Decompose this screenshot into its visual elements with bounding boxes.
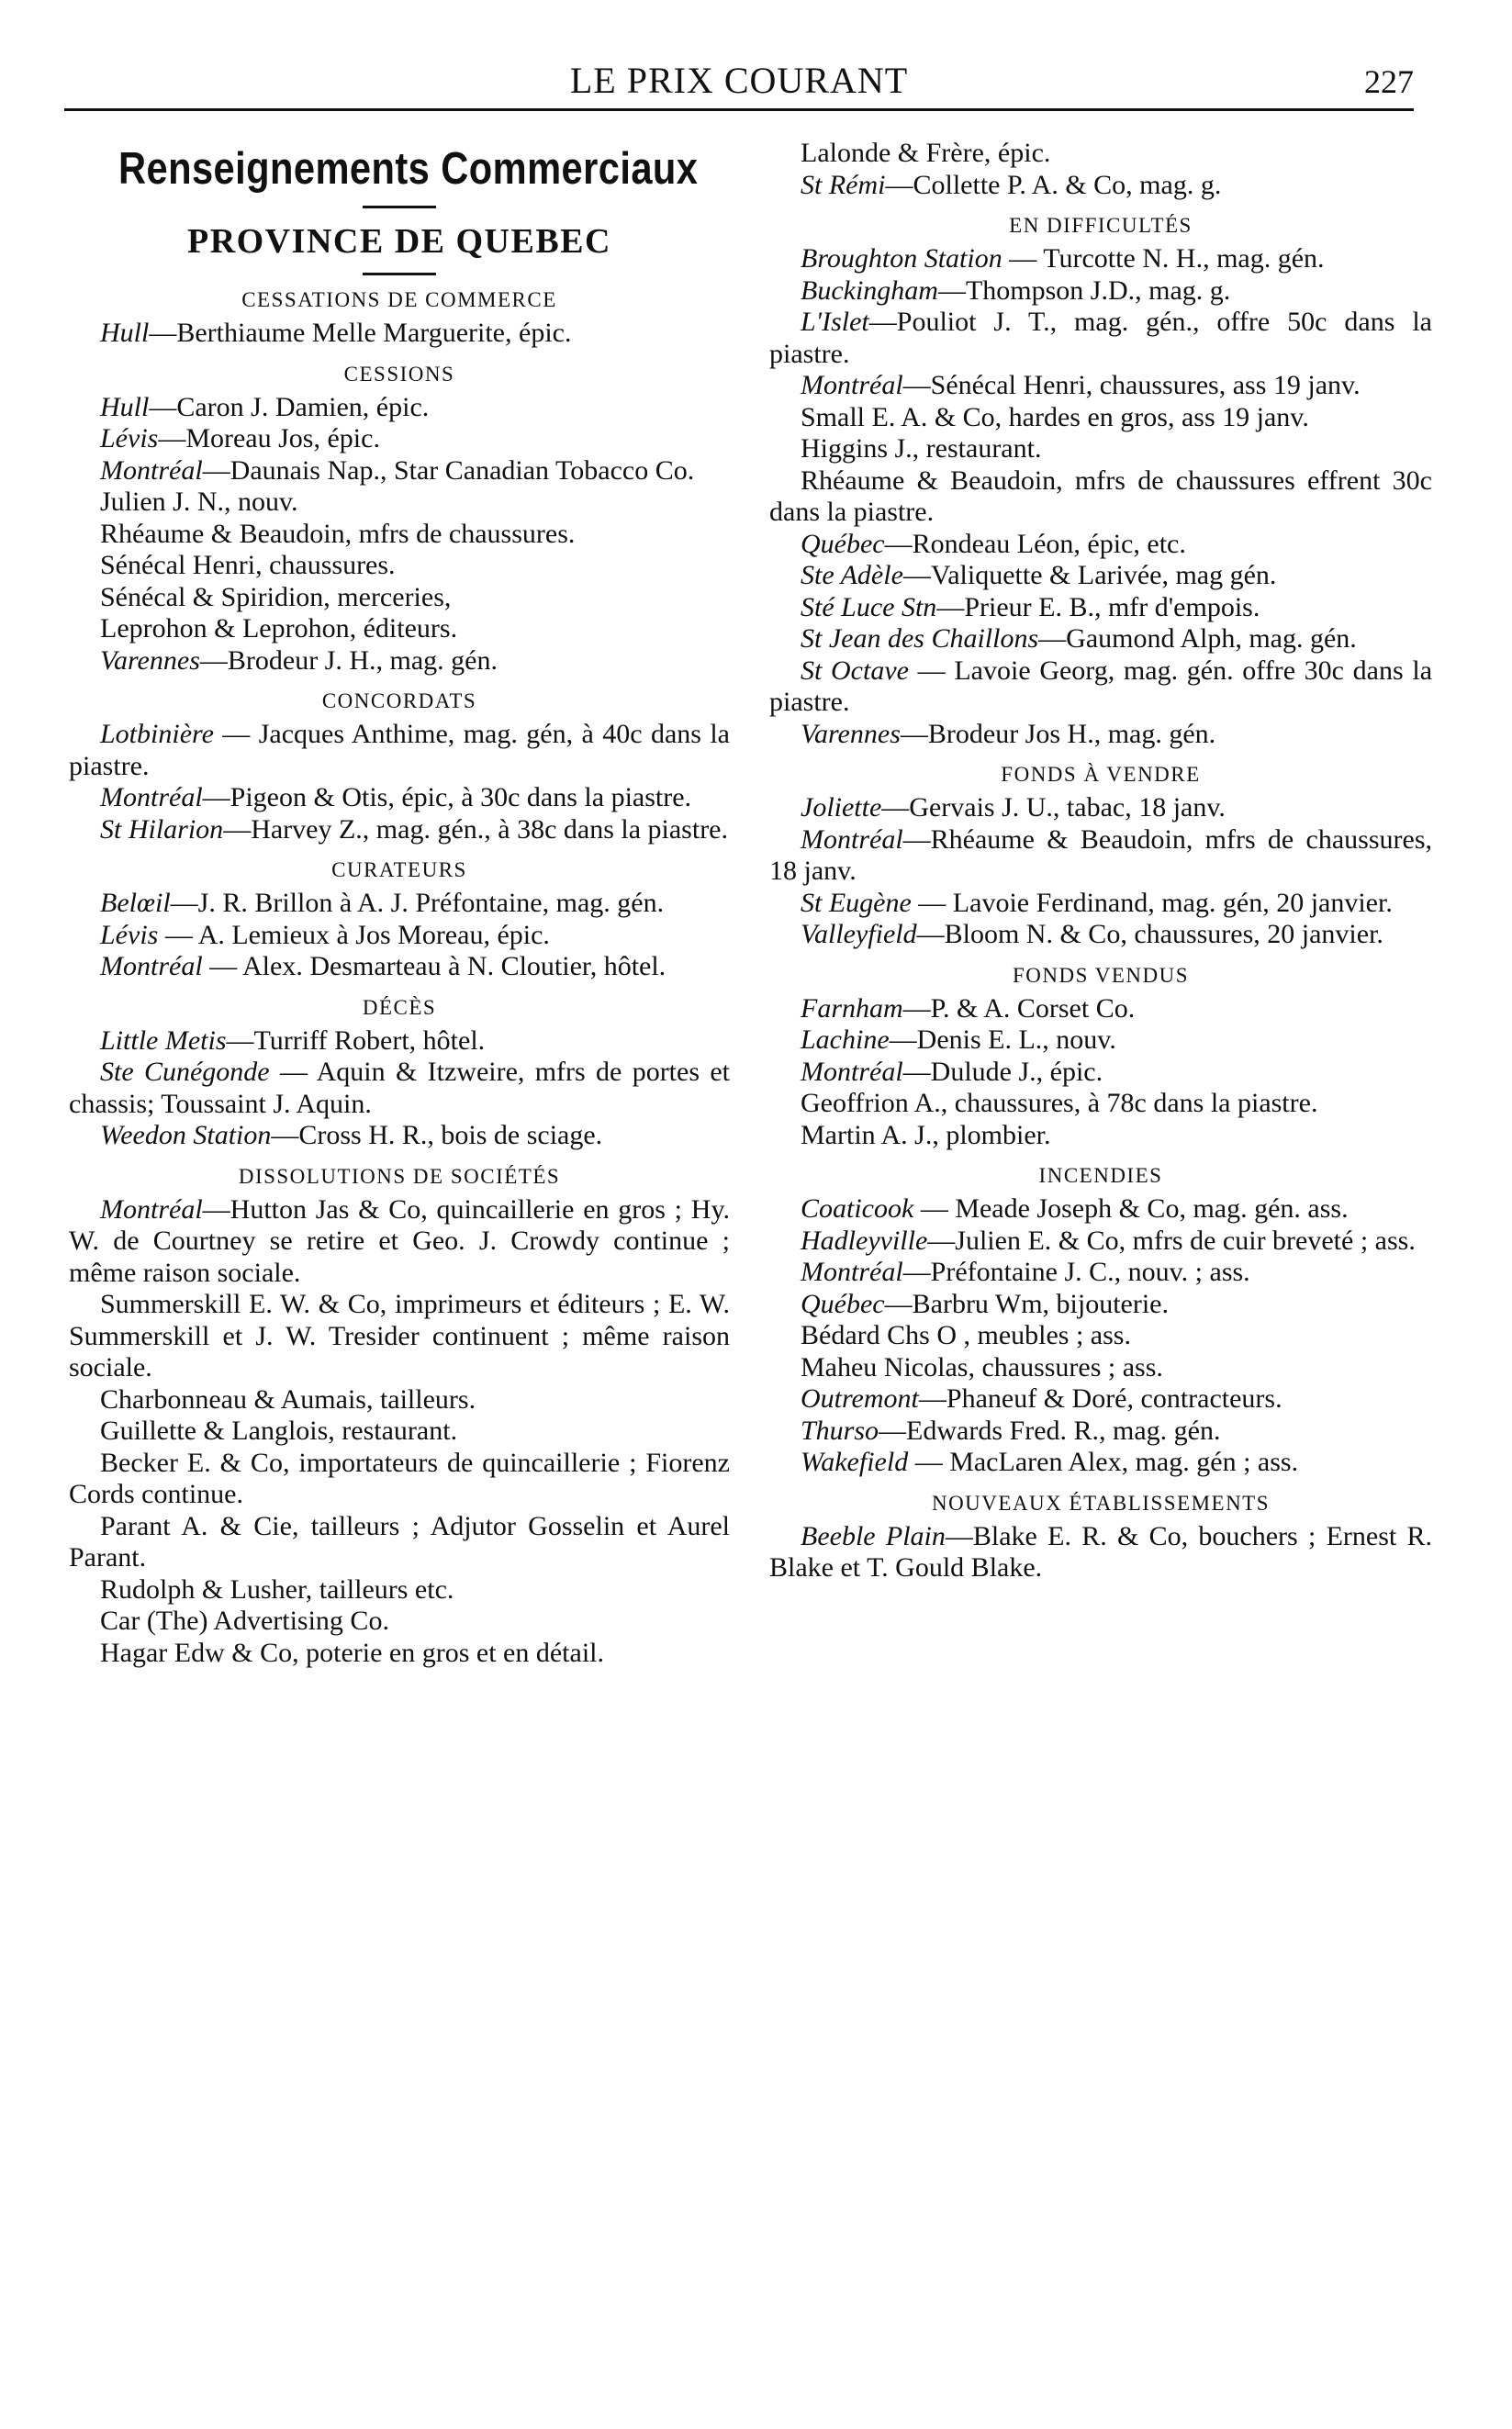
entry-text: Pouliot J. T., mag. gén., offre 50c dans la piastre. xyxy=(769,307,1432,369)
entry xyxy=(69,550,730,582)
entry-separator: — xyxy=(223,813,252,845)
entry-text: Lavoie Ferdinand, mag. gén, 20 janvier. xyxy=(952,887,1393,918)
entry-place: Montréal xyxy=(801,823,903,855)
entry xyxy=(69,1194,730,1290)
entry-text: Rhéaume & Beaudoin, mfrs de chaussures. xyxy=(100,518,576,549)
entry xyxy=(69,1606,730,1638)
entry-place: St Hilarion xyxy=(100,813,224,845)
entry-separator: — xyxy=(908,655,955,686)
entry-text: Moreau Jos, épic. xyxy=(185,423,380,453)
entry xyxy=(769,1289,1432,1321)
entry-text: Geoffrion A., chaussures, à 78c dans la piastre. xyxy=(801,1088,1318,1118)
entry xyxy=(69,645,730,677)
entry-separator: — xyxy=(916,919,945,949)
entry-text: Guillette & Langlois, restaurant. xyxy=(100,1416,458,1446)
entry-separator: — xyxy=(900,718,928,749)
entry-place: Montréal xyxy=(801,1056,903,1087)
entry-separator: — xyxy=(170,888,198,918)
entry xyxy=(69,888,730,920)
entry-text: Bédard Chs O , meubles ; ass. xyxy=(801,1320,1131,1350)
entry xyxy=(769,1320,1432,1352)
entry xyxy=(769,1416,1432,1448)
entry xyxy=(69,1120,730,1152)
entry-text: Brodeur J. H., mag. gén. xyxy=(227,644,498,676)
entry-text: Préfontaine J. C., nouv. ; ass. xyxy=(930,1257,1250,1287)
entry-text: Rhéaume & Beaudoin, mfrs de chaussures, 18 janv. xyxy=(769,823,1432,886)
entry xyxy=(69,613,730,645)
entry xyxy=(69,920,730,952)
section-heading: EN DIFFICULTÉS xyxy=(1009,214,1193,237)
main-title: Renseignements Commerciaux xyxy=(118,144,699,194)
entry-text: Hutton Jas & Co, quincaillerie en gros ; Hy. W. de Courtney se retire et Geo. J. Crowdy continue ; même raison sociale. xyxy=(69,1193,730,1288)
entry xyxy=(769,1352,1432,1384)
entry xyxy=(69,1057,730,1120)
section-heading: CURATEURS xyxy=(331,858,467,881)
entry xyxy=(769,1193,1432,1226)
entry-place: Montréal xyxy=(801,1257,903,1287)
entry-place: Thurso xyxy=(801,1415,879,1446)
entry-text: Rhéaume & Beaudoin, mfrs de chaussures effrent 30c dans la piastre. xyxy=(769,465,1432,527)
entry-separator: — xyxy=(879,1415,907,1446)
entry-text: Cross H. R., bois de sciage. xyxy=(298,1120,603,1150)
entry-separator: — xyxy=(945,1520,973,1551)
entry xyxy=(769,655,1432,719)
entry-place: Varennes xyxy=(100,644,200,676)
entry xyxy=(769,370,1432,402)
entry-text: Turriff Robert, hôtel. xyxy=(253,1024,486,1056)
entry-place: Coaticook xyxy=(801,1193,914,1224)
entry-separator: — xyxy=(269,1057,317,1087)
entry-place: Belœil xyxy=(100,888,171,918)
province-heading: PROVINCE DE QUEBEC xyxy=(187,222,611,261)
entry-text: Maheu Nicolas, chaussures ; ass. xyxy=(801,1351,1163,1382)
entry xyxy=(69,1416,730,1448)
entry-place: Outremont xyxy=(801,1383,919,1414)
entry-text: Gervais J. U., tabac, 18 janv. xyxy=(909,792,1226,823)
entry-text: J. R. Brillon à A. J. Préfontaine, mag. gén. xyxy=(197,888,665,918)
entry-separator: — xyxy=(158,919,198,950)
entry-separator: — xyxy=(927,1225,956,1256)
entry-text: Rudolph & Lusher, tailleurs etc. xyxy=(100,1573,454,1605)
entry-text: Sénécal Henri, chaussures. xyxy=(100,550,396,580)
page-header xyxy=(64,53,1414,111)
entry-text: Sénécal Henri, chaussures, ass 19 janv. xyxy=(930,370,1361,400)
entry xyxy=(769,433,1432,465)
entry-text: Denis E. L., nouv. xyxy=(916,1024,1116,1055)
entry xyxy=(769,243,1432,275)
entry-separator: — xyxy=(913,1193,956,1224)
entry-place: Montréal xyxy=(801,370,903,400)
entry xyxy=(69,1448,730,1511)
entry-text: Collette P. A. & Co, mag. g. xyxy=(913,169,1222,200)
entry-text: Jacques Anthime, mag. gén, à 40c dans la piastre. xyxy=(69,719,731,781)
entry xyxy=(769,1088,1432,1120)
entry-place: Lotbinière xyxy=(100,719,214,749)
entry-separator: — xyxy=(884,1288,913,1319)
entry-place: Montréal xyxy=(100,1193,203,1225)
entry-text: Summerskill E. W. & Co, imprimeurs et éditeurs ; E. W. Summerskill et J. W. Tresider continuent ; même raison sociale. xyxy=(69,1289,730,1382)
entry-text: P. & A. Corset Co. xyxy=(930,992,1136,1024)
entry xyxy=(69,487,730,519)
entry xyxy=(769,275,1432,308)
entry-place: Little Metis xyxy=(100,1024,227,1056)
entry-text: Bloom N. & Co, chaussures, 20 janvier. xyxy=(944,919,1383,949)
title-rule xyxy=(363,206,436,208)
entry xyxy=(69,951,730,983)
entry-place: L'Islet xyxy=(801,307,869,337)
entry-separator: — xyxy=(213,719,259,749)
section-heading: DISSOLUTIONS DE SOCIÉTÉS xyxy=(238,1164,561,1188)
entry xyxy=(769,307,1432,370)
entry xyxy=(69,1025,730,1058)
page-number: 227 xyxy=(1364,63,1414,100)
entry-text: Rondeau Léon, épic, etc. xyxy=(912,528,1186,559)
entry-separator: — xyxy=(271,1120,299,1150)
entry xyxy=(69,318,730,350)
section-heading: FONDS VENDUS xyxy=(1012,963,1190,987)
entry xyxy=(769,170,1432,202)
entry-place: Montréal xyxy=(100,454,203,486)
entry-separator: — xyxy=(902,560,931,590)
entry-separator: — xyxy=(202,782,230,812)
entry-place: Québec xyxy=(801,528,885,559)
left-column xyxy=(69,138,730,1669)
entry xyxy=(769,1226,1432,1258)
entry-text: Charbonneau & Aumais, tailleurs. xyxy=(100,1383,476,1415)
entry xyxy=(69,814,730,846)
entry-text: Blake E. R. & Co, bouchers ; Ernest R. Blake et T. Gould Blake. xyxy=(769,1520,1432,1583)
entry-text: Phaneuf & Doré, contracteurs. xyxy=(946,1383,1282,1414)
entry-text: Car (The) Advertising Co. xyxy=(100,1606,389,1636)
entry-text: Leprohon & Leprohon, éditeurs. xyxy=(100,613,458,644)
entry-text: Aquin & Itzweire, mfrs de portes et chassis; Toussaint J. Aquin. xyxy=(69,1057,730,1119)
entry-text: Parant A. & Cie, tailleurs ; Adjutor Gosselin et Aurel Parant. xyxy=(69,1510,730,1573)
section-heading: FONDS À VENDRE xyxy=(1001,763,1201,786)
province-rule xyxy=(363,273,436,275)
entry xyxy=(69,719,730,782)
entry-text: Thompson J.D., mag. g. xyxy=(965,274,1231,306)
entry-place: Lévis xyxy=(100,423,159,453)
entry-separator: — xyxy=(1002,243,1044,274)
entry xyxy=(69,1574,730,1606)
entry-text: Edwards Fred. R., mag. gén. xyxy=(906,1415,1221,1446)
entry xyxy=(769,1257,1432,1289)
entry xyxy=(769,888,1432,920)
right-sections xyxy=(769,214,1432,1584)
entry-place: Ste Adèle xyxy=(801,560,903,590)
entry-separator: — xyxy=(202,951,243,981)
entry-separator: — xyxy=(158,423,186,453)
entry xyxy=(69,582,730,614)
entry-text: Harvey Z., mag. gén., à 38c dans la piastre. xyxy=(251,813,729,845)
entry-separator: — xyxy=(936,591,965,622)
entry-text: Small E. A. & Co, hardes en gros, ass 19 janv. xyxy=(801,401,1309,432)
entry-separator: — xyxy=(884,528,913,559)
right-column xyxy=(769,138,1432,1584)
section-heading: CESSATIONS DE COMMERCE xyxy=(241,288,557,311)
entry-text: Pigeon & Otis, épic, à 30c dans la piastre. xyxy=(230,782,692,812)
entry-text: Brodeur Jos H., mag. gén. xyxy=(927,718,1216,749)
entry-separator: — xyxy=(226,1024,254,1056)
entry xyxy=(769,919,1432,951)
entry-text: Dulude J., épic. xyxy=(930,1056,1103,1087)
entry-separator: — xyxy=(149,318,177,348)
entry-text: A. Lemieux à Jos Moreau, épic. xyxy=(197,919,550,950)
right-lead-entries xyxy=(769,138,1432,201)
entry-separator: — xyxy=(202,454,230,486)
section-heading: CESSIONS xyxy=(343,362,455,386)
entry-place: Sté Luce Stn xyxy=(801,591,937,622)
entry-place: Beeble Plain xyxy=(801,1520,946,1551)
entry-text: Becker E. & Co, importateurs de quincaillerie ; Fiorenz Cords continue. xyxy=(69,1447,730,1509)
entry-text: Gaumond Alph, mag. gén. xyxy=(1066,623,1357,654)
entry-text: Barbru Wm, bijouterie. xyxy=(912,1288,1169,1319)
entry-separator: — xyxy=(902,992,931,1024)
entry xyxy=(769,560,1432,592)
entry-separator: — xyxy=(908,1447,950,1477)
entry-separator: — xyxy=(1038,623,1067,654)
entry-separator: — xyxy=(902,823,931,855)
entry-text: Hagar Edw & Co, poterie en gros et en détail. xyxy=(100,1637,604,1668)
entry-place: Varennes xyxy=(801,718,901,749)
entry xyxy=(69,1638,730,1670)
left-sections xyxy=(69,288,730,1669)
entry xyxy=(69,1289,730,1384)
entry xyxy=(69,423,730,455)
entry-separator: — xyxy=(149,391,177,422)
entry-separator: — xyxy=(902,1257,931,1287)
entry xyxy=(769,402,1432,434)
entry-place: Valleyfield xyxy=(801,919,917,949)
entry-text: Sénécal & Spiridion, merceries, xyxy=(100,581,452,612)
entry-text: Prieur E. B., mfr d'empois. xyxy=(964,591,1260,622)
entry-text: Higgins J., restaurant. xyxy=(801,433,1042,464)
entry xyxy=(769,138,1432,170)
entry xyxy=(69,392,730,424)
entry-separator: — xyxy=(911,887,953,918)
entry-separator: — xyxy=(202,1193,230,1225)
entry xyxy=(769,1120,1432,1152)
running-title: LE PRIX COURANT xyxy=(569,60,909,101)
entry-place: Montréal xyxy=(100,951,203,981)
entry-separator: — xyxy=(902,370,931,400)
entry xyxy=(69,782,730,814)
entry-place: Montréal xyxy=(100,782,203,812)
entry-separator: — xyxy=(889,1024,917,1055)
entry-place: Wakefield xyxy=(801,1447,909,1477)
entry-separator: — xyxy=(918,1383,946,1414)
entry xyxy=(769,529,1432,561)
entry-place: Joliette xyxy=(801,792,882,823)
section-heading: CONCORDATS xyxy=(321,689,477,712)
entry xyxy=(769,465,1432,529)
entry xyxy=(69,1384,730,1416)
entry-text: Berthiaume Melle Marguerite, épic. xyxy=(176,318,572,348)
section-heading: DÉCÈS xyxy=(362,995,437,1019)
entry-place: Hull xyxy=(100,391,150,422)
entry-text: Caron J. Damien, épic. xyxy=(176,391,430,422)
entry-text: MacLaren Alex, mag. gén ; ass. xyxy=(949,1447,1299,1477)
entry-place: Ste Cunégonde xyxy=(100,1057,270,1087)
entry-place: Weedon Station xyxy=(100,1120,272,1150)
entry-place: Québec xyxy=(801,1288,885,1319)
entry xyxy=(769,1057,1432,1089)
entry xyxy=(769,719,1432,751)
entry xyxy=(769,1447,1432,1479)
entry-text: Lalonde & Frère, épic. xyxy=(801,138,1051,168)
section-heading: NOUVEAUX ÉTABLISSEMENTS xyxy=(931,1491,1271,1515)
entry-place: Lachine xyxy=(801,1024,890,1055)
section-heading: INCENDIES xyxy=(1038,1164,1163,1187)
entry-place: St Jean des Chaillons xyxy=(801,623,1039,654)
entry-place: Buckingham xyxy=(801,274,938,306)
entry-text: Julien J. N., nouv. xyxy=(100,487,298,517)
entry xyxy=(69,455,730,487)
entry-place: Broughton Station xyxy=(801,243,1002,274)
entry-place: Hadleyville xyxy=(801,1225,928,1256)
entry xyxy=(769,592,1432,624)
entry-text: Martin A. J., plombier. xyxy=(801,1119,1051,1150)
entry-place: Farnham xyxy=(801,992,903,1024)
entry xyxy=(69,1511,730,1574)
entry-separator: — xyxy=(937,274,966,306)
entry-place: St Octave xyxy=(801,655,909,686)
entry-separator: — xyxy=(885,169,913,200)
entry xyxy=(769,1024,1432,1057)
entry xyxy=(769,1383,1432,1416)
entry xyxy=(69,519,730,551)
entry-text: Julien E. & Co, mfrs de cuir breveté ; ass. xyxy=(955,1225,1416,1256)
entry-separator: — xyxy=(199,644,228,676)
entry xyxy=(769,792,1432,824)
entry-text: Lavoie Georg, mag. gén. offre 30c dans la piastre. xyxy=(769,655,1433,717)
entry-text: Alex. Desmarteau à N. Cloutier, hôtel. xyxy=(242,951,666,981)
entry xyxy=(769,623,1432,655)
entry-place: St Rémi xyxy=(801,169,886,200)
entry-text: Daunais Nap., Star Canadian Tobacco Co. xyxy=(230,454,695,486)
entry-place: Hull xyxy=(100,318,150,348)
entry-separator: — xyxy=(881,792,910,823)
entry-text: Valiquette & Larivée, mag gén. xyxy=(930,560,1277,590)
entry xyxy=(769,824,1432,888)
entry xyxy=(769,993,1432,1025)
entry-place: St Eugène xyxy=(801,887,912,918)
entry-place: Lévis xyxy=(100,919,159,950)
entry xyxy=(769,1521,1432,1584)
entry-text: Turcotte N. H., mag. gén. xyxy=(1043,243,1325,274)
entry-text: Meade Joseph & Co, mag. gén. ass. xyxy=(955,1193,1349,1224)
entry-separator: — xyxy=(902,1056,931,1087)
entry-separator: — xyxy=(868,307,897,337)
